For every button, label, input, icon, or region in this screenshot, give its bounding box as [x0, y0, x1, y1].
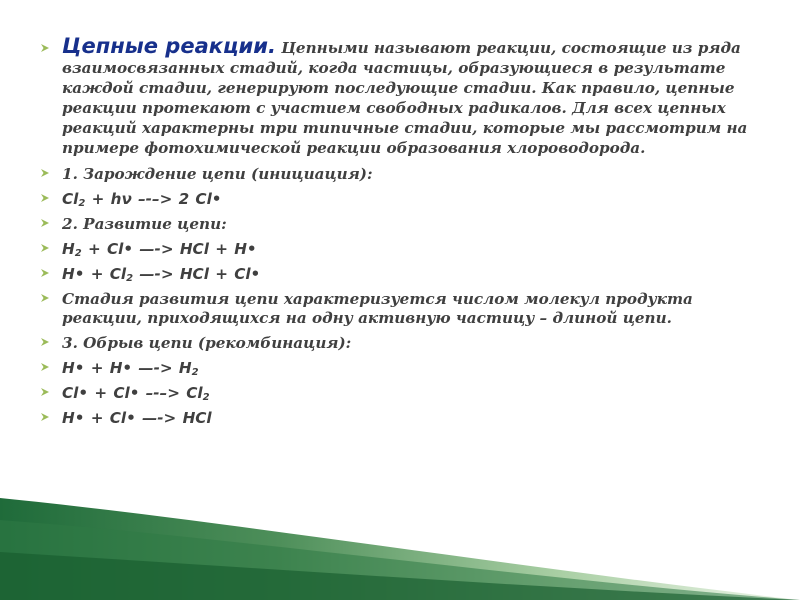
equation-part: H• + H• —-> H [62, 359, 192, 377]
chevron-bullet-icon [40, 293, 50, 303]
list-item-intro [40, 36, 760, 158]
equation-part: H• + Cl• —-> HCl [62, 409, 212, 427]
chevron-bullet-icon [40, 362, 50, 372]
chevron-bullet-icon [40, 412, 50, 422]
list-item-stage3-heading [40, 334, 760, 353]
chevron-bullet-icon [40, 337, 50, 347]
list-item-stage2-heading [40, 215, 760, 234]
decorative-footer-band [0, 490, 800, 600]
equation-part: + Cl• —-> HCl + H• [81, 240, 257, 258]
equation-part: H [62, 240, 75, 258]
chevron-bullet-icon [40, 268, 50, 278]
stage1-heading: 1. Зарождение цепи (инициация): [62, 165, 373, 183]
stage2-heading: 2. Развитие цепи: [62, 215, 227, 233]
stage3-heading: 3. Обрыв цепи (рекомбинация): [62, 334, 352, 352]
equation-part: Cl [62, 190, 79, 208]
list-item-equation [40, 384, 760, 403]
equation-part: + hν –-–> 2 Cl• [85, 190, 222, 208]
list-item-equation [40, 265, 760, 284]
equation-subscript: 2 [191, 367, 199, 378]
chevron-bullet-icon [40, 43, 50, 53]
slide-title: Цепные реакции. [62, 34, 276, 58]
equation-subscript: 2 [74, 248, 82, 259]
chain-length-note: Стадия развития цепи характеризуется числом молекул продукта реакции, приходящихся на одну активную частицу – длиной цепи. [62, 290, 693, 327]
equation-subscript: 2 [202, 392, 210, 403]
chevron-bullet-icon [40, 243, 50, 253]
intro-paragraph: Цепными называют реакции, состоящие из ряда взаимосвязанных стадий, когда частицы, образующиеся в результате каждой стадии, генерируют последующие стадии. Как правило, цепные реакции протекают с участием свободных радикалов. Для всех цепных реакций характерны три типичные стадии, которые мы рассмотрим на примере фотохимической реакции образования хлороводорода. [62, 39, 748, 157]
equation-subscript: 2 [126, 273, 134, 284]
equation-part: H• + Cl [62, 265, 127, 283]
chevron-bullet-icon [40, 193, 50, 203]
equation-part: Cl• + Cl• –-–> Cl [62, 384, 203, 402]
list-item-stage1-heading [40, 165, 760, 184]
chevron-bullet-icon [40, 387, 50, 397]
slide-content [40, 36, 760, 434]
chevron-bullet-icon [40, 218, 50, 228]
equation-part: —-> HCl + Cl• [133, 265, 261, 283]
list-item-equation [40, 359, 760, 378]
equation-subscript: 2 [78, 198, 86, 209]
list-item-equation [40, 190, 760, 209]
list-item-chain-length-note [40, 290, 760, 328]
list-item-equation [40, 409, 760, 428]
list-item-equation [40, 240, 760, 259]
chevron-bullet-icon [40, 168, 50, 178]
